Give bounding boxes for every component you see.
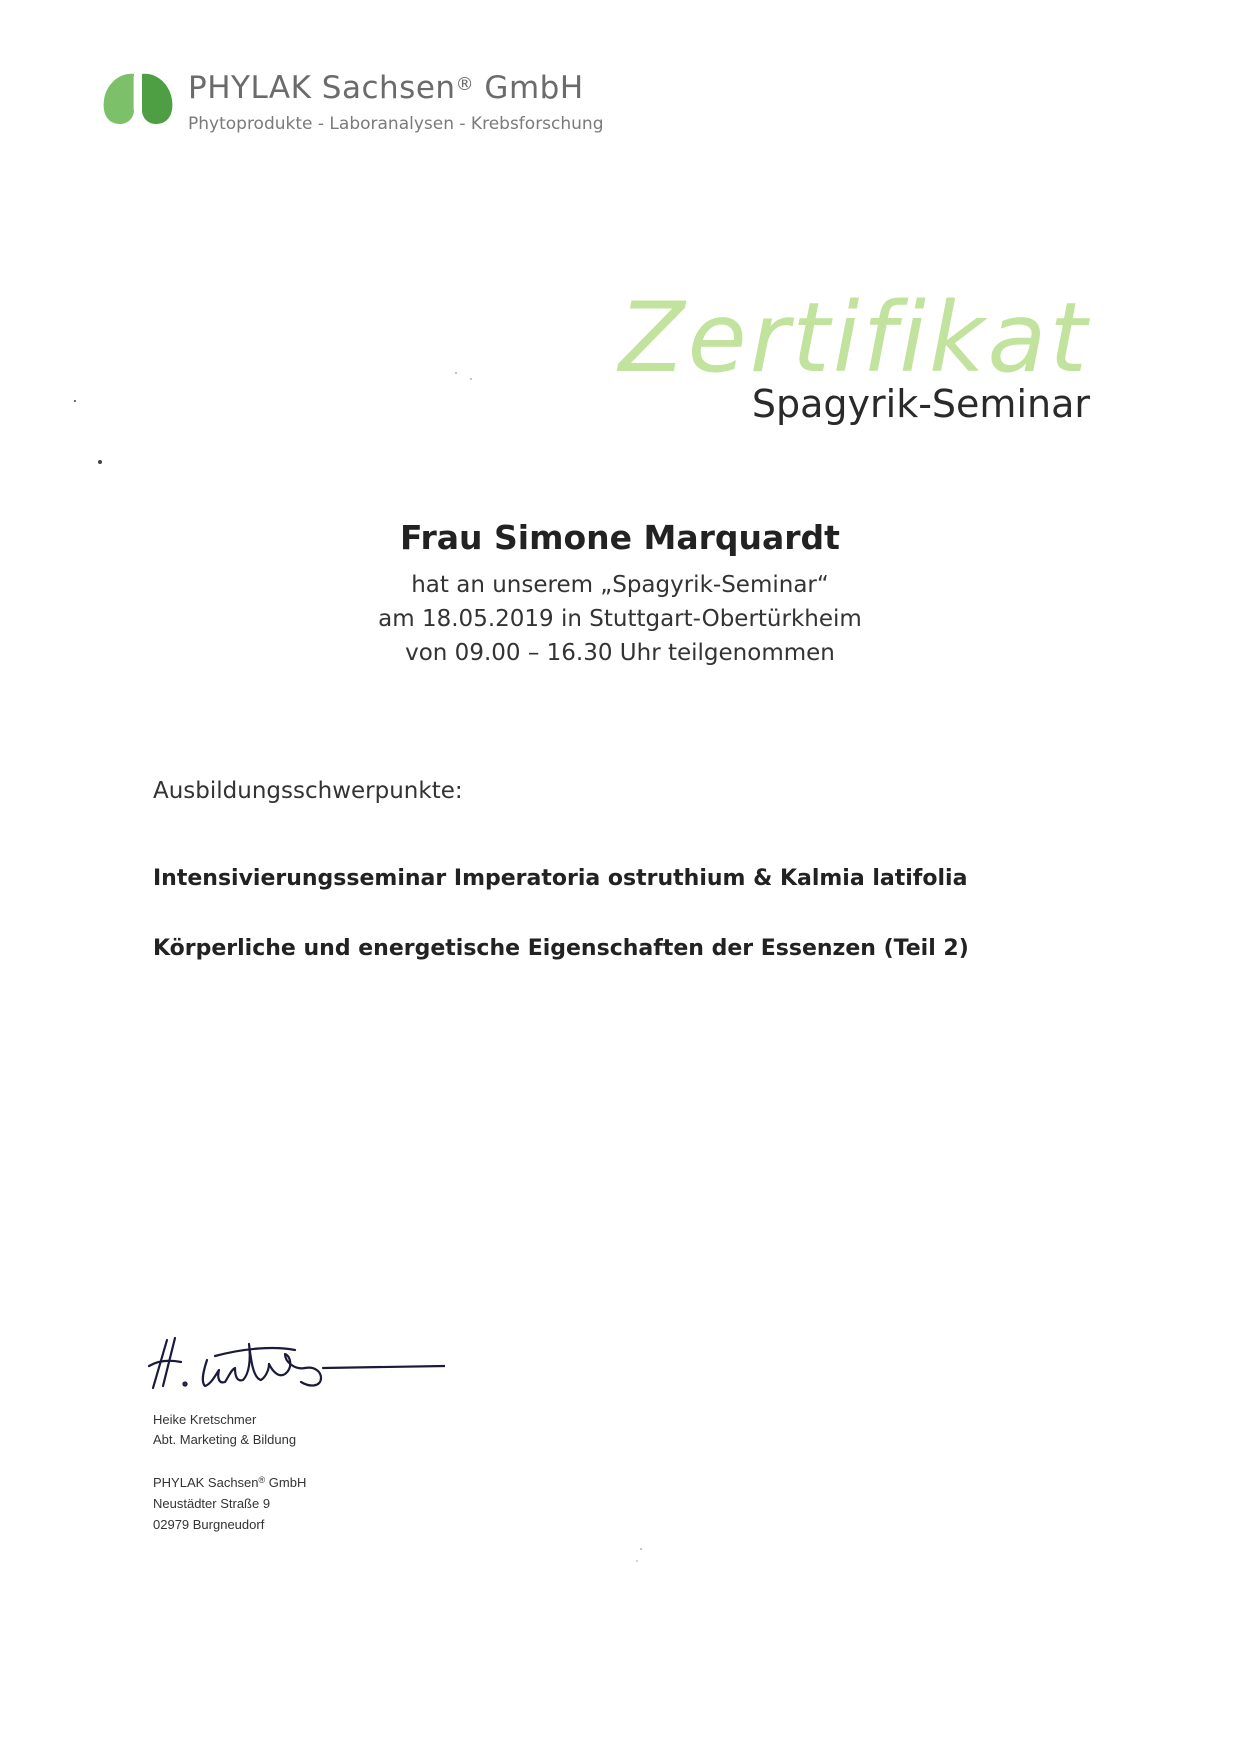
scan-speck [470, 378, 472, 380]
signatory-name: Heike Kretschmer [153, 1412, 257, 1427]
company-name-main: PHYLAK Sachsen [188, 70, 456, 106]
lung-leaf-logo-icon [100, 70, 176, 126]
company-name [188, 70, 584, 106]
handwritten-signature [145, 1320, 445, 1400]
address-company [153, 1475, 306, 1490]
certificate-title: Zertifikat [618, 282, 1090, 394]
attendance-line-2: am 18.05.2019 in Stuttgart-Obertürkheim [378, 606, 862, 632]
focus-item: Intensivierungsseminar Imperatoria ostruthium & Kalmia latifolia [153, 866, 968, 891]
signatory-department: Abt. Marketing & Bildung [153, 1432, 297, 1447]
attendance-line-3: von 09.00 – 16.30 Uhr teilgenommen [405, 640, 835, 666]
recipient-name: Frau Simone Marquardt [400, 518, 840, 557]
focus-item: Körperliche und energetische Eigenschaften der Essenzen (Teil 2) [153, 936, 969, 961]
scan-speck [98, 460, 102, 464]
scan-speck [636, 1560, 638, 1562]
address-company-name: PHYLAK Sachsen [153, 1475, 259, 1490]
scan-speck [640, 1548, 642, 1550]
address-city: 02979 Burgneudorf [153, 1517, 265, 1532]
address-street: Neustädter Straße 9 [153, 1496, 271, 1511]
registered-mark: ® [455, 74, 475, 95]
address-company-suffix: GmbH [268, 1475, 307, 1490]
focus-label: Ausbildungsschwerpunkte: [153, 778, 463, 804]
scan-speck [74, 400, 76, 402]
scan-speck [455, 372, 457, 374]
company-tagline: Phytoprodukte - Laboranalysen - Krebsforschung [188, 114, 604, 134]
attendance-line-1: hat an unserem „Spagyrik-Seminar“ [411, 572, 829, 598]
company-suffix: GmbH [484, 70, 584, 106]
certificate-subtitle: Spagyrik-Seminar [751, 382, 1090, 426]
address-registered-mark: ® [258, 1475, 266, 1485]
